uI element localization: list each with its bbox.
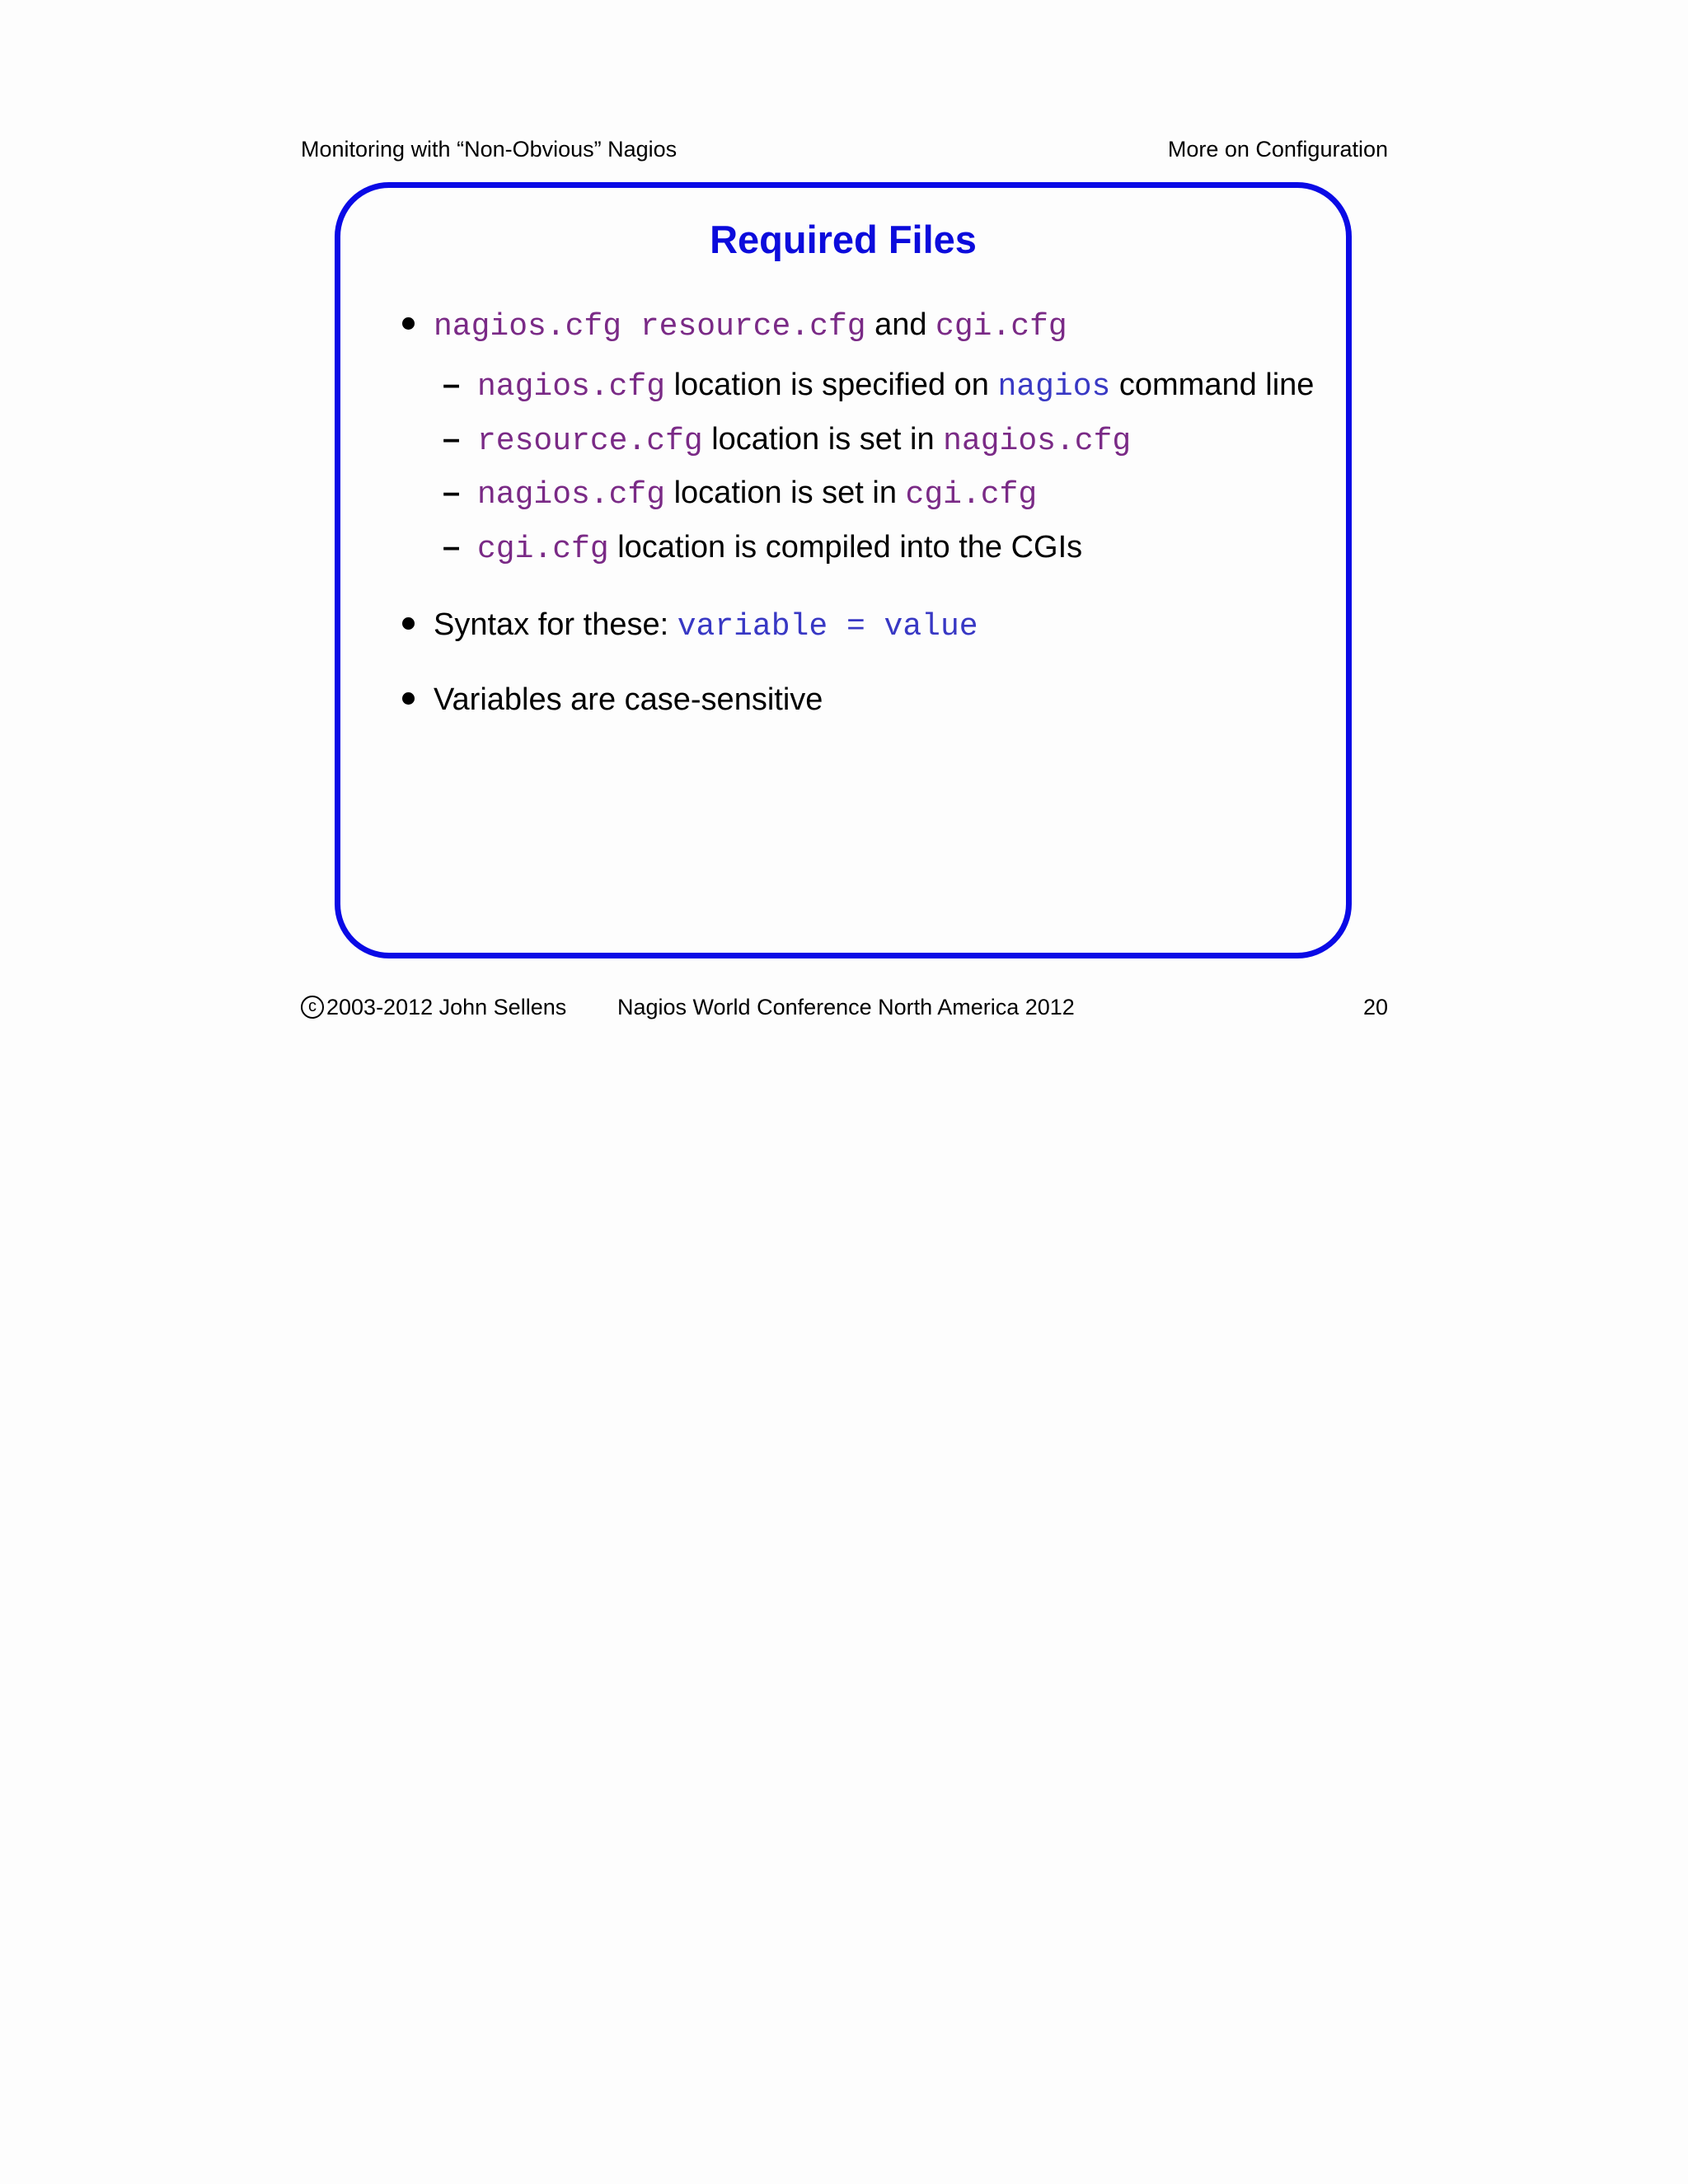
sub-bullet-text: location is set in [665, 476, 906, 510]
sub-bullet-cgi-location [477, 528, 1082, 569]
slide-title: Required Files [710, 218, 977, 261]
copyright-icon: c [301, 996, 324, 1019]
command-nagios: nagios [997, 369, 1111, 405]
bullet-icon [402, 317, 415, 330]
filename-cgi-cfg: cgi.cfg [477, 532, 609, 567]
bullet-case-sensitive: Variables are case-sensitive [434, 682, 823, 717]
page-number: 20 [1362, 995, 1388, 1019]
filename-cgi-cfg: cgi.cfg [935, 309, 1067, 344]
bullet-syntax [434, 606, 978, 646]
footer-copyright [301, 994, 566, 1020]
filename-cgi-cfg: cgi.cfg [905, 477, 1038, 513]
filename-resource-cfg: resource.cfg [640, 309, 866, 344]
bullet-conjunction: and [865, 307, 936, 342]
bullet-required-files [434, 306, 1067, 346]
filename-nagios-cfg: nagios.cfg [434, 309, 622, 344]
dash-icon: – [443, 476, 461, 510]
filename-resource-cfg: resource.cfg [477, 424, 703, 459]
dash-icon: – [443, 368, 461, 402]
sub-bullet-text: command line [1110, 368, 1315, 402]
filename-nagios-cfg: nagios.cfg [477, 477, 666, 513]
syntax-code: variable = value [677, 609, 978, 644]
sub-bullet-resource-location [477, 420, 1131, 461]
copyright-text: 2003-2012 John Sellens [326, 995, 567, 1019]
running-header-title: Monitoring with “Non-Obvious” Nagios [301, 137, 678, 162]
sub-bullet-text: location is compiled into the CGIs [608, 530, 1083, 565]
filename-nagios-cfg: nagios.cfg [943, 424, 1132, 459]
footer-event: Nagios World Conference North America 2012 [617, 995, 1075, 1019]
bullet-icon [402, 692, 415, 705]
bullet-icon [402, 617, 415, 630]
sub-bullet-text: location is specified on [665, 368, 998, 402]
sub-bullet-nagios-in-cgi [477, 474, 1037, 514]
sub-bullet-nagios-location [477, 366, 1314, 406]
bullet-text: Syntax for these: [434, 607, 678, 642]
dash-icon: – [443, 530, 461, 565]
sub-bullet-text: location is set in [702, 422, 944, 457]
slide-frame [335, 182, 1352, 958]
running-header-section: More on Configuration [1167, 137, 1388, 162]
filename-nagios-cfg: nagios.cfg [477, 369, 666, 405]
dash-icon: – [443, 422, 461, 457]
